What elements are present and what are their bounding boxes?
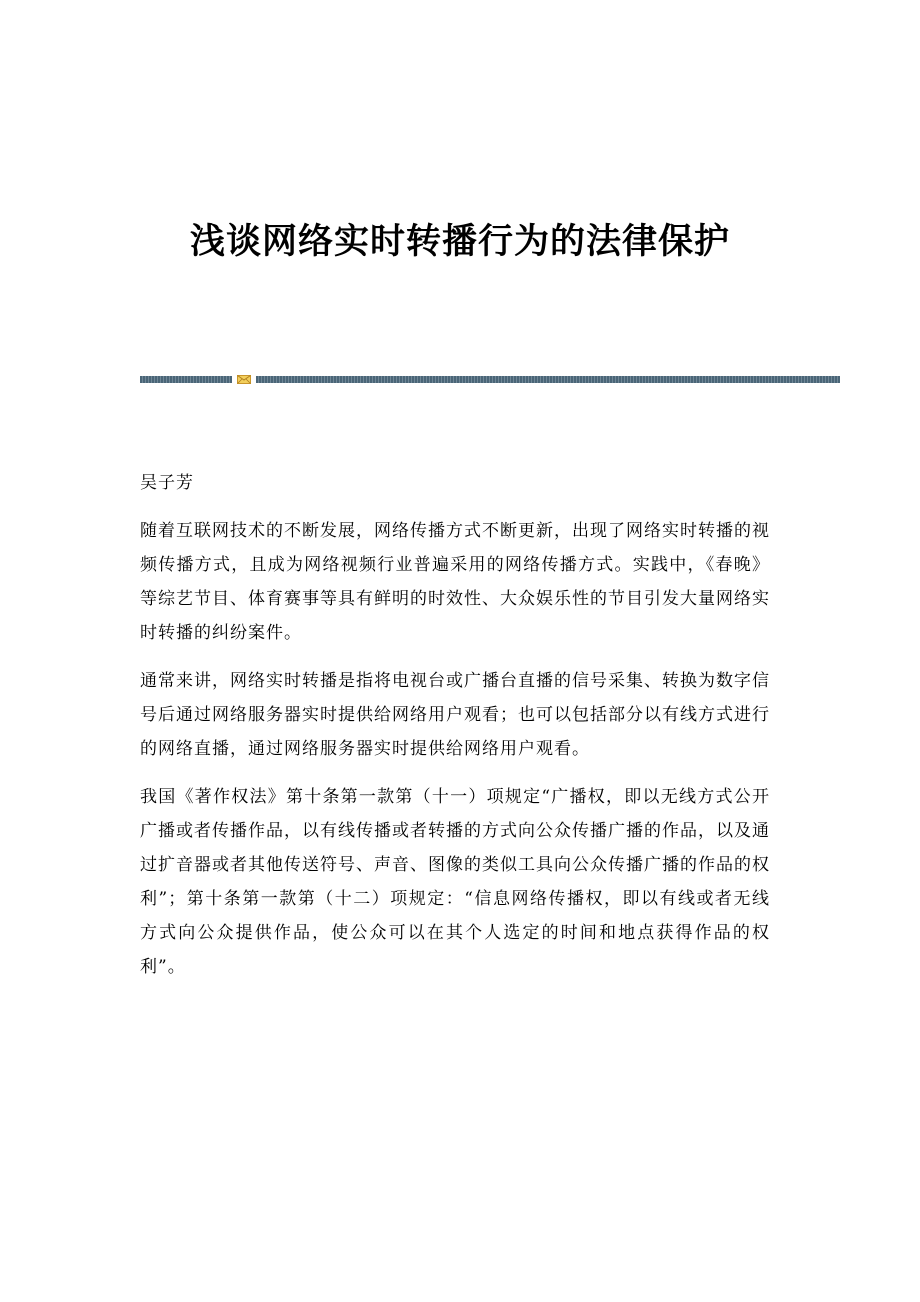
author-name: 吴子芳 xyxy=(140,473,194,493)
document-body xyxy=(140,466,770,998)
body-paragraph-3: 我国《著作权法》第十条第一款第（十一）项规定“广播权，即以无线方式公开广播或者传播作品，以有线传播或者转播的方式向公众传播广播的作品，以及通过扩音器或者其他传送符号、声音、图像的类似工具向公众传播广播的作品的权利”；第十条第一款第（十二）项规定：“信息网络传播权，即以有线或者无线方式向公众提供作品，使公众可以在其个人选定的时间和地点获得作品的权利”。 xyxy=(140,787,770,977)
body-paragraph-2: 通常来讲，网络实时转播是指将电视台或广播台直播的信号采集、转换为数字信号后通过网络服务器实时提供给网络用户观看；也可以包括部分以有线方式进行的网络直播，通过网络服务器实时提供给网络用户观看。 xyxy=(140,671,770,759)
title-divider xyxy=(140,375,840,384)
document-title: 浅谈网络实时转播行为的法律保护 xyxy=(189,221,730,262)
divider-bar-right xyxy=(256,376,840,383)
envelope-ornament-icon xyxy=(237,375,251,384)
divider-bar-left xyxy=(140,376,232,383)
body-paragraph-1: 随着互联网技术的不断发展，网络传播方式不断更新，出现了网络实时转播的视频传播方式，且成为网络视频行业普遍采用的网络传播方式。实践中，《春晚》等综艺节目、体育赛事等具有鲜明的时效性、大众娱乐性的节目引发大量网络实时转播的纠纷案件。 xyxy=(140,521,770,643)
